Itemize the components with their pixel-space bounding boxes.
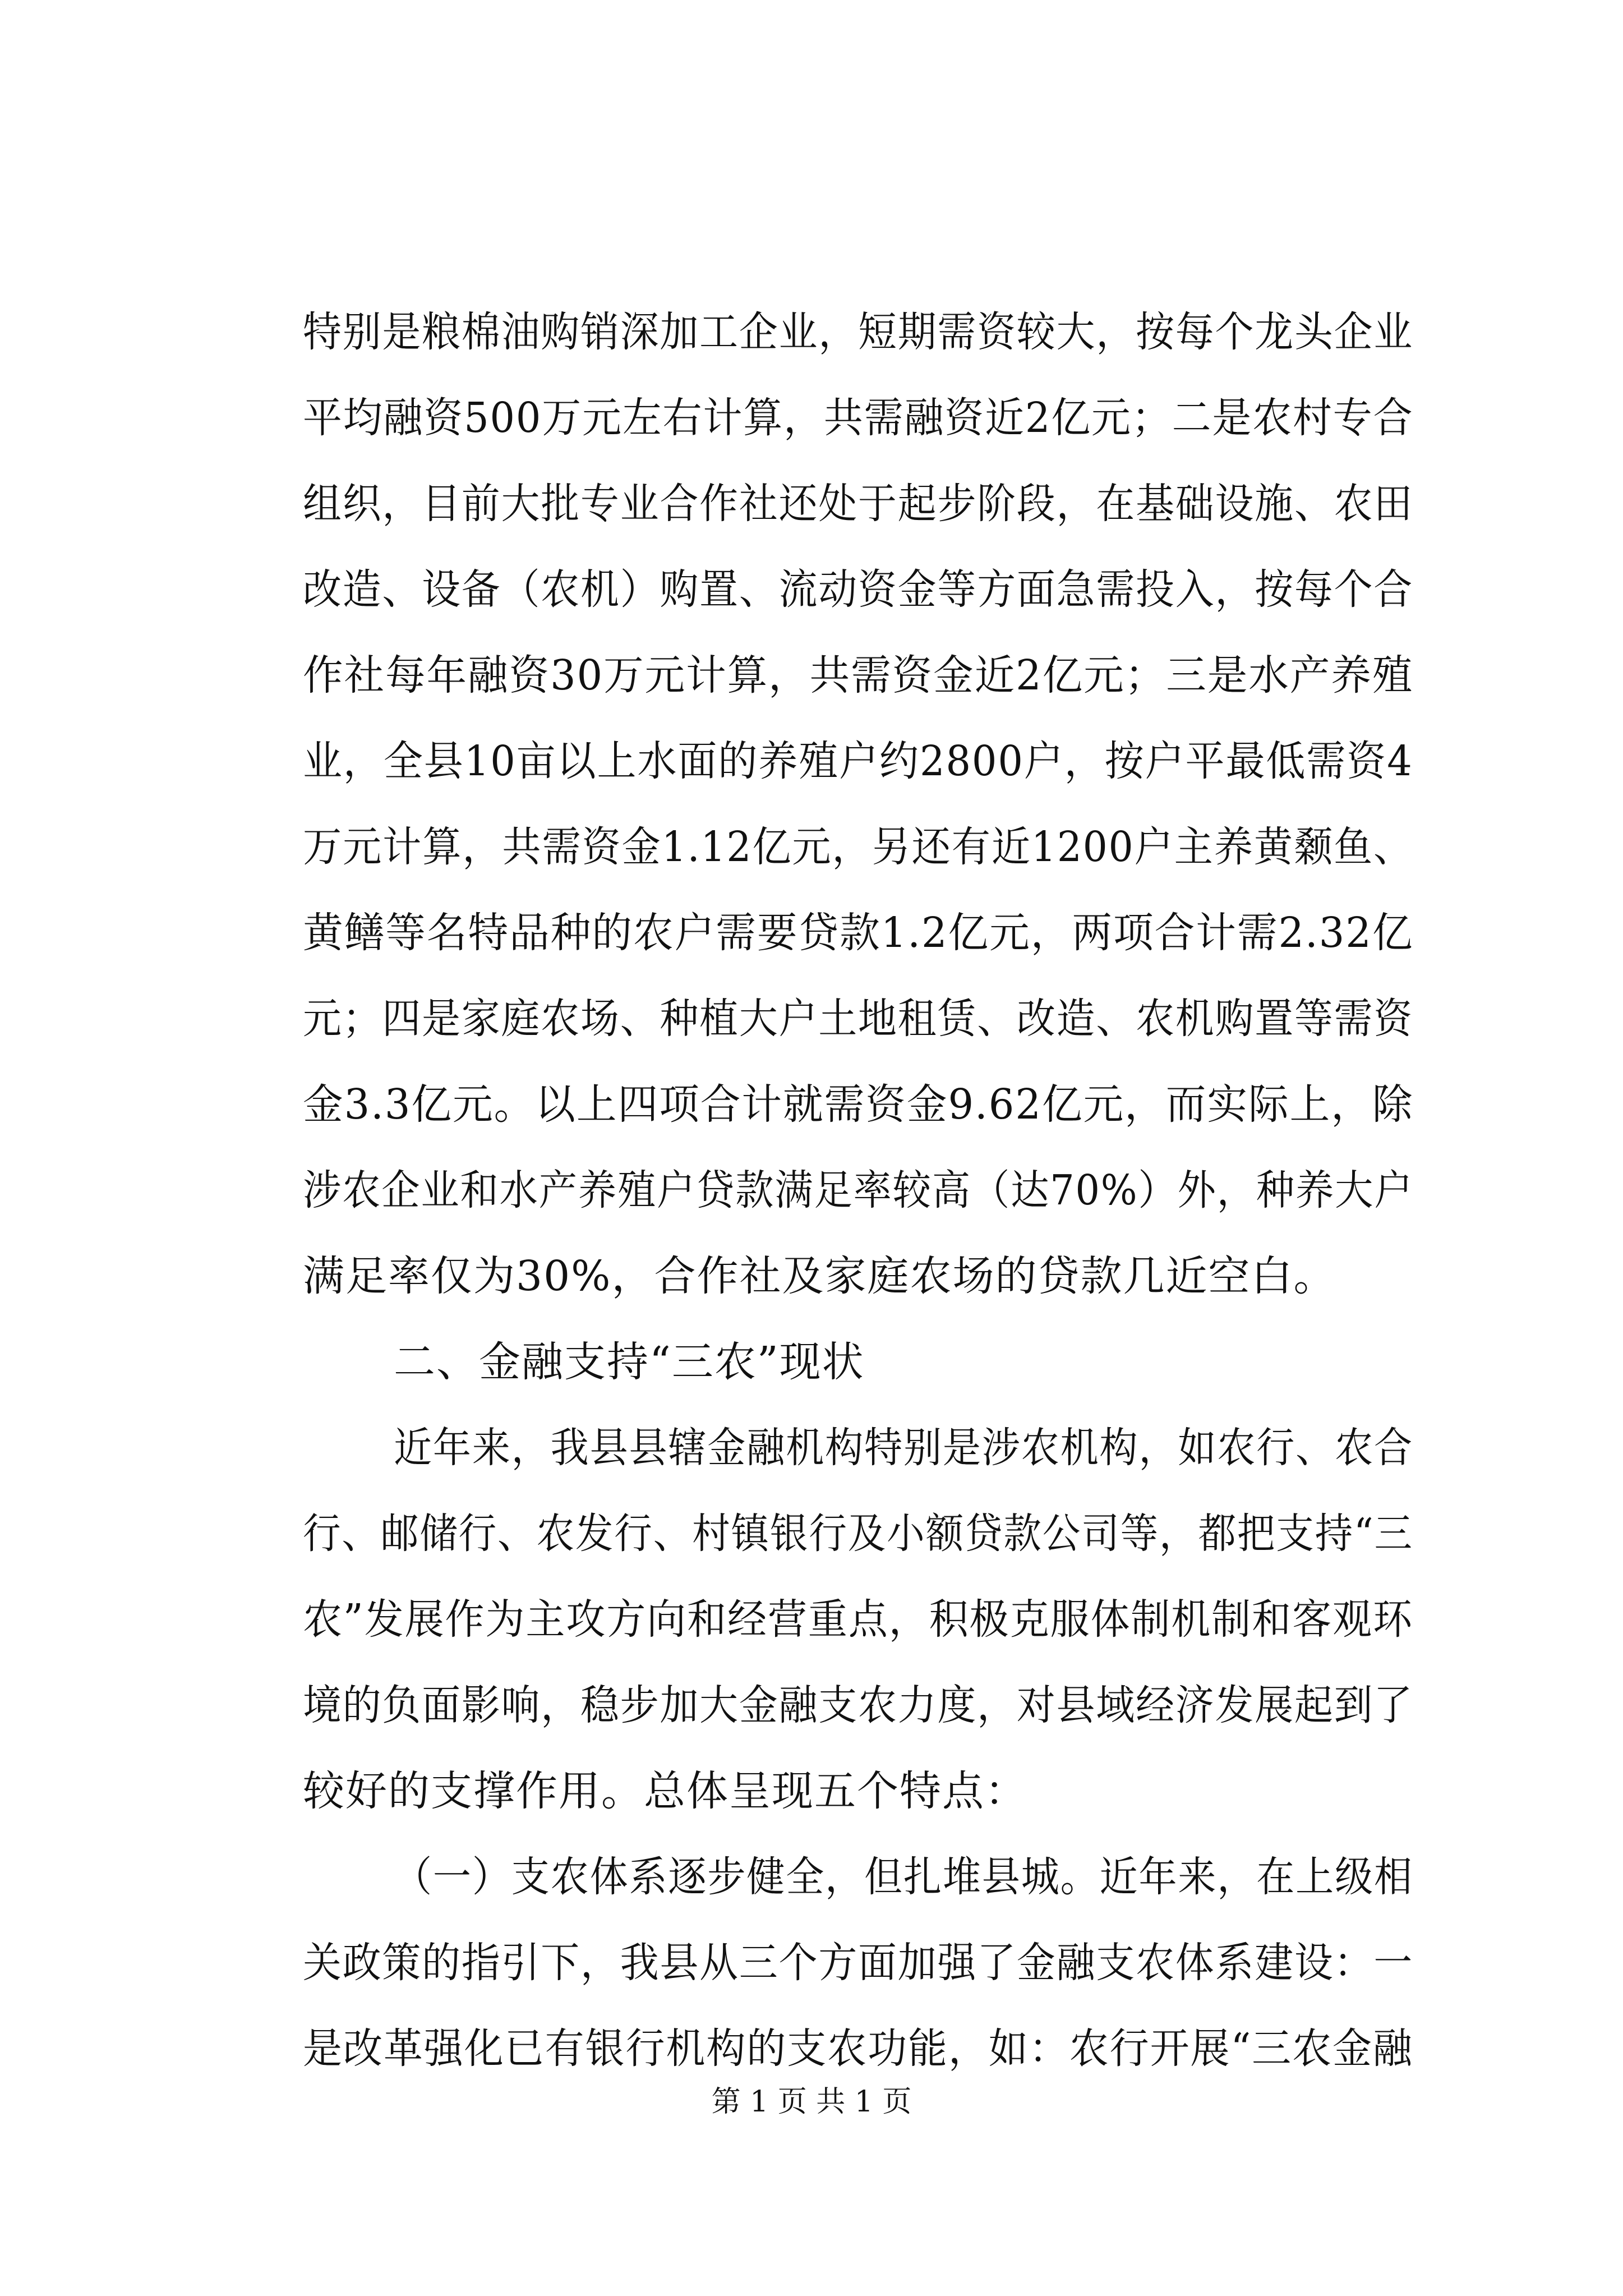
page-footer: 第 1 页 共 1 页 [711, 2085, 912, 2119]
body-line: 行、邮储行、农发行、村镇银行及小额贷款公司等，都把支持“三 [303, 1510, 1413, 1558]
body-line: 涉农企业和水产养殖户贷款满足率较高（达70%）外，种养大户 [303, 1166, 1414, 1214]
body-line: 平均融资500万元左右计算，共需融资近2亿元；二是农村专合 [303, 394, 1414, 442]
body-line: 元；四是家庭农场、种植大户土地租赁、改造、农机购置等需资 [303, 995, 1414, 1043]
body-line: 较好的支撑作用。总体呈现五个特点： [303, 1767, 1027, 1815]
paragraph-first-line: 近年来，我县县辖金融机构特别是涉农机构，如农行、农合 [394, 1424, 1413, 1472]
subsection-line: （一）支农体系逐步健全，但扎堆县城。近年来，在上级相 [394, 1853, 1413, 1901]
body-line: 境的负面影响，稳步加大金融支农力度，对县域经济发展起到了 [303, 1681, 1414, 1729]
body-line: 关政策的指引下，我县从三个方面加强了金融支农体系建设：一 [303, 1939, 1414, 1987]
body-line: 满足率仅为30%，合作社及家庭农场的贷款几近空白。 [303, 1252, 1336, 1300]
body-line: 组织，目前大批专业合作社还处于起步阶段，在基础设施、农田 [303, 480, 1414, 528]
body-line: 改造、设备（农机）购置、流动资金等方面急需投入，按每个合 [303, 565, 1414, 614]
body-line: 业，全县10亩以上水面的养殖户约2800户，按户平最低需资4 [303, 737, 1413, 785]
body-line: 农”发展作为主攻方向和经营重点，积极克服体制机制和客观环 [303, 1595, 1413, 1644]
body-line: 万元计算，共需资金1.12亿元，另还有近1200户主养黄颡鱼、 [303, 823, 1414, 871]
body-line: 金3.3亿元。以上四项合计就需资金9.62亿元，而实际上，除 [303, 1080, 1414, 1129]
body-line: 特别是粮棉油购销深加工企业，短期需资较大，按每个龙头企业 [303, 308, 1414, 356]
body-line: 作社每年融资30万元计算，共需资金近2亿元；三是水产养殖 [303, 651, 1414, 700]
body-line: 是改革强化已有银行机构的支农功能，如：农行开展“三农金融 [303, 2024, 1413, 2073]
body-line [394, 1421, 1413, 1475]
body-line: 黄鳝等名特品种的农户需要贷款1.2亿元，两项合计需2.32亿 [303, 909, 1414, 957]
section-heading: 二、金融支持“三农”现状 [394, 1338, 865, 1386]
